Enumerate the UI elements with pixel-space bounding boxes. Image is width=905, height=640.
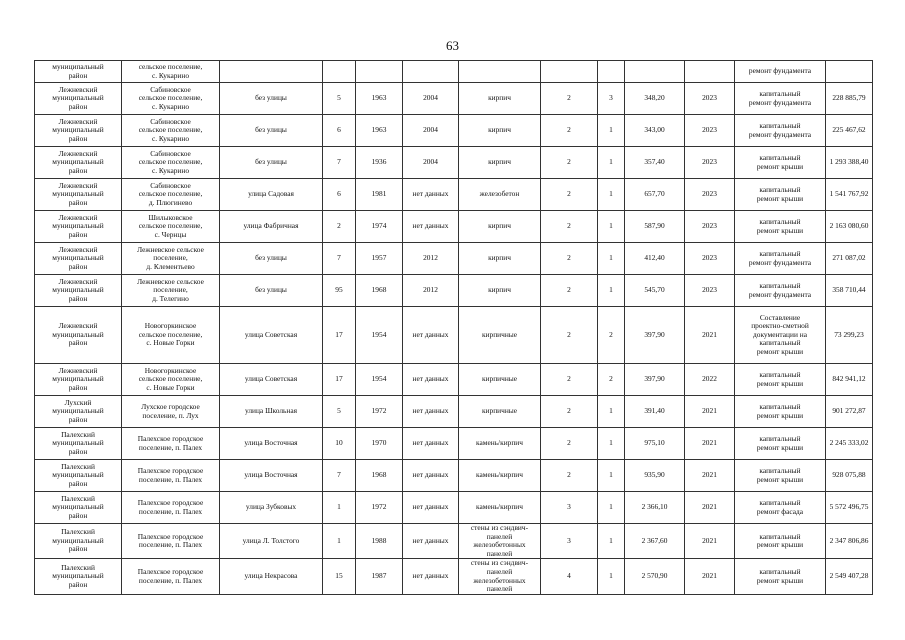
table-row [35,179,873,211]
cell-cost [826,61,873,83]
cell-district: Лежневский муниципальный район [35,275,122,307]
cell-num: 2 [323,211,356,243]
cell-floors: 3 [541,492,598,524]
cell-entrances: 1 [598,460,625,492]
cell-district: Палехский муниципальный район [35,524,122,559]
table-row [35,364,873,396]
cell-num: 95 [323,275,356,307]
cell-floors: 2 [541,83,598,115]
cell-num: 6 [323,179,356,211]
cell-work: ремонт фундамента [735,61,826,83]
cell-work: капитальный ремонт крыши [735,147,826,179]
cell-year-built: 1981 [356,179,403,211]
cell-entrances: 1 [598,275,625,307]
cell-year-repair: нет данных [403,179,459,211]
cell-district: Лежневский муниципальный район [35,83,122,115]
cell-district: Лежневский муниципальный район [35,147,122,179]
cell-material: стены из сэндвич- панелей железобетонных панелей [459,559,541,594]
cell-work: капитальный ремонт крыши [735,179,826,211]
table-row [35,428,873,460]
cell-district: Палехский муниципальный район [35,460,122,492]
cell-cost: 2 347 806,86 [826,524,873,559]
cell-area: 2 367,60 [625,524,685,559]
cell-area: 397,90 [625,307,685,364]
cell-work: капитальный ремонт фундамента [735,275,826,307]
cell-entrances: 3 [598,83,625,115]
cell-plan-year: 2021 [685,492,735,524]
page-number: 63 [446,38,459,53]
table-row [35,396,873,428]
table-row [35,524,873,559]
cell-num: 7 [323,460,356,492]
cell-year-repair: 2012 [403,275,459,307]
cell-street: улица Школьная [220,396,323,428]
cell-settlement: Палехское городское поселение, п. Палех [122,428,220,460]
cell-entrances [598,61,625,83]
cell-plan-year: 2021 [685,559,735,594]
cell-entrances: 1 [598,524,625,559]
cell-district: Лухский муниципальный район [35,396,122,428]
cell-num: 7 [323,243,356,275]
cell-floors: 2 [541,211,598,243]
cell-year-repair: нет данных [403,559,459,594]
cell-num: 1 [323,492,356,524]
cell-area: 391,40 [625,396,685,428]
cell-year-built: 1957 [356,243,403,275]
cell-year-built: 1954 [356,307,403,364]
cell-floors: 3 [541,524,598,559]
cell-street: улица Советская [220,307,323,364]
cell-street: улица Зубковых [220,492,323,524]
cell-entrances: 2 [598,307,625,364]
cell-settlement: Новогоркинское сельское поселение, с. Новые Горки [122,364,220,396]
cell-district: Лежневский муниципальный район [35,115,122,147]
cell-street: без улицы [220,115,323,147]
cell-year-repair: 2012 [403,243,459,275]
cell-plan-year: 2023 [685,243,735,275]
cell-street: улица Фабричная [220,211,323,243]
cell-work: капитальный ремонт крыши [735,524,826,559]
cell-cost: 928 075,88 [826,460,873,492]
cell-cost: 5 572 496,75 [826,492,873,524]
cell-floors: 2 [541,115,598,147]
cell-year-repair: нет данных [403,211,459,243]
cell-floors: 2 [541,243,598,275]
cell-entrances: 1 [598,559,625,594]
cell-cost: 1 293 388,40 [826,147,873,179]
cell-street: без улицы [220,147,323,179]
cell-district: Лежневский муниципальный район [35,211,122,243]
cell-year-built: 1963 [356,83,403,115]
cell-year-repair: 2004 [403,147,459,179]
cell-area: 657,70 [625,179,685,211]
cell-year-built: 1972 [356,396,403,428]
cell-cost: 2 163 080,60 [826,211,873,243]
cell-year-built: 1988 [356,524,403,559]
cell-area: 357,40 [625,147,685,179]
cell-material: камень/кирпич [459,428,541,460]
cell-work: капитальный ремонт фундамента [735,243,826,275]
cell-floors: 2 [541,396,598,428]
repair-program-table [34,60,873,595]
cell-floors [541,61,598,83]
cell-year-built: 1963 [356,115,403,147]
cell-plan-year: 2023 [685,179,735,211]
cell-area: 587,90 [625,211,685,243]
cell-district: Лежневский муниципальный район [35,307,122,364]
cell-year-repair: 2004 [403,115,459,147]
table-row [35,275,873,307]
cell-material: кирпич [459,115,541,147]
cell-num: 17 [323,307,356,364]
cell-year-built [356,61,403,83]
cell-year-repair: нет данных [403,460,459,492]
cell-material: железобетон [459,179,541,211]
cell-district: Палехский муниципальный район [35,428,122,460]
cell-settlement: Лухское городское поселение, п. Лух [122,396,220,428]
table-row [35,559,873,594]
cell-num: 6 [323,115,356,147]
cell-area: 2 570,90 [625,559,685,594]
cell-material: кирпичные [459,396,541,428]
cell-material: стены из сэндвич- панелей железобетонных панелей [459,524,541,559]
cell-work: Составление проектно-сметной документации на капитальный ремонт крыши [735,307,826,364]
cell-settlement: Лежневское сельское поселение, д. Телегино [122,275,220,307]
cell-settlement: Палехское городское поселение, п. Палех [122,492,220,524]
cell-work: капитальный ремонт крыши [735,559,826,594]
cell-settlement: Шилыковское сельское поселение, с. Чернцы [122,211,220,243]
cell-area: 975,10 [625,428,685,460]
cell-district: Лежневский муниципальный район [35,179,122,211]
cell-year-built: 1970 [356,428,403,460]
cell-num: 5 [323,83,356,115]
cell-settlement: Сабиновское сельское поселение, с. Кукарино [122,83,220,115]
cell-work: капитальный ремонт крыши [735,211,826,243]
cell-street: улица Восточная [220,460,323,492]
cell-material [459,61,541,83]
cell-work: капитальный ремонт крыши [735,460,826,492]
cell-year-repair [403,61,459,83]
cell-area: 2 366,10 [625,492,685,524]
cell-entrances: 1 [598,179,625,211]
cell-material: кирпич [459,147,541,179]
cell-year-repair: нет данных [403,428,459,460]
cell-street: без улицы [220,83,323,115]
cell-entrances: 1 [598,243,625,275]
cell-street [220,61,323,83]
cell-street: улица Л. Толстого [220,524,323,559]
cell-district: муниципальный район [35,61,122,83]
cell-cost: 842 941,12 [826,364,873,396]
cell-floors: 2 [541,179,598,211]
cell-year-built: 1968 [356,275,403,307]
cell-entrances: 1 [598,428,625,460]
cell-cost: 901 272,87 [826,396,873,428]
cell-work: капитальный ремонт крыши [735,396,826,428]
cell-plan-year: 2023 [685,115,735,147]
table-row [35,115,873,147]
cell-settlement: Палехское городское поселение, п. Палех [122,559,220,594]
cell-plan-year: 2021 [685,460,735,492]
cell-work: капитальный ремонт фундамента [735,115,826,147]
table-row [35,61,873,83]
cell-material: кирпичные [459,307,541,364]
cell-area: 935,90 [625,460,685,492]
cell-district: Лежневский муниципальный район [35,364,122,396]
cell-year-built: 1936 [356,147,403,179]
cell-plan-year: 2023 [685,211,735,243]
table-row [35,83,873,115]
cell-entrances: 1 [598,211,625,243]
cell-cost: 73 299,23 [826,307,873,364]
cell-cost: 271 087,02 [826,243,873,275]
cell-plan-year: 2023 [685,147,735,179]
cell-num: 17 [323,364,356,396]
cell-year-repair: нет данных [403,396,459,428]
cell-num: 10 [323,428,356,460]
cell-street: улица Советская [220,364,323,396]
cell-floors: 2 [541,147,598,179]
cell-material: кирпичные [459,364,541,396]
cell-entrances: 2 [598,364,625,396]
cell-plan-year: 2021 [685,524,735,559]
cell-material: кирпич [459,83,541,115]
cell-floors: 2 [541,275,598,307]
cell-floors: 2 [541,460,598,492]
cell-num: 7 [323,147,356,179]
cell-settlement: Новогоркинское сельское поселение, с. Новые Горки [122,307,220,364]
cell-settlement: сельское поселение, с. Кукарино [122,61,220,83]
cell-material: кирпич [459,243,541,275]
cell-settlement: Палехское городское поселение, п. Палех [122,524,220,559]
cell-entrances: 1 [598,147,625,179]
table-row [35,243,873,275]
cell-material: камень/кирпич [459,492,541,524]
cell-floors: 2 [541,364,598,396]
cell-plan-year: 2021 [685,396,735,428]
cell-year-built: 1974 [356,211,403,243]
cell-entrances: 1 [598,396,625,428]
cell-entrances: 1 [598,115,625,147]
cell-entrances: 1 [598,492,625,524]
table-row [35,492,873,524]
cell-num: 5 [323,396,356,428]
cell-num: 15 [323,559,356,594]
table-row [35,460,873,492]
cell-area: 412,40 [625,243,685,275]
cell-plan-year: 2021 [685,428,735,460]
cell-cost: 2 245 333,02 [826,428,873,460]
cell-floors: 4 [541,559,598,594]
cell-street: улица Восточная [220,428,323,460]
cell-floors: 2 [541,428,598,460]
cell-cost: 1 541 767,92 [826,179,873,211]
cell-settlement: Лежневское сельское поселение, д. Клементьево [122,243,220,275]
cell-cost: 2 549 407,28 [826,559,873,594]
cell-settlement: Сабиновское сельское поселение, с. Кукарино [122,147,220,179]
cell-year-built: 1987 [356,559,403,594]
cell-year-built: 1972 [356,492,403,524]
cell-num: 1 [323,524,356,559]
cell-area [625,61,685,83]
cell-material: кирпич [459,211,541,243]
cell-year-built: 1968 [356,460,403,492]
cell-area: 343,00 [625,115,685,147]
cell-plan-year: 2021 [685,307,735,364]
cell-year-repair: нет данных [403,524,459,559]
cell-plan-year: 2023 [685,83,735,115]
cell-street: улица Садовая [220,179,323,211]
cell-area: 397,90 [625,364,685,396]
cell-area: 545,70 [625,275,685,307]
cell-num [323,61,356,83]
cell-floors: 2 [541,307,598,364]
cell-cost: 228 885,79 [826,83,873,115]
cell-year-built: 1954 [356,364,403,396]
cell-street: без улицы [220,275,323,307]
table-row [35,211,873,243]
cell-area: 348,20 [625,83,685,115]
table-row [35,147,873,179]
cell-year-repair: нет данных [403,307,459,364]
cell-material: кирпич [459,275,541,307]
cell-work: капитальный ремонт фасада [735,492,826,524]
cell-plan-year [685,61,735,83]
cell-settlement: Сабиновское сельское поселение, с. Кукарино [122,115,220,147]
cell-year-repair: нет данных [403,492,459,524]
cell-work: капитальный ремонт крыши [735,428,826,460]
cell-year-repair: 2004 [403,83,459,115]
cell-district: Лежневский муниципальный район [35,243,122,275]
table-row [35,307,873,364]
cell-street: без улицы [220,243,323,275]
cell-street: улица Некрасова [220,559,323,594]
cell-settlement: Сабиновское сельское поселение, д. Плюгинево [122,179,220,211]
cell-plan-year: 2022 [685,364,735,396]
cell-work: капитальный ремонт крыши [735,364,826,396]
cell-cost: 225 467,62 [826,115,873,147]
cell-plan-year: 2023 [685,275,735,307]
cell-district: Палехский муниципальный район [35,559,122,594]
cell-work: капитальный ремонт фундамента [735,83,826,115]
cell-year-repair: нет данных [403,364,459,396]
cell-material: камень/кирпич [459,460,541,492]
cell-district: Палехский муниципальный район [35,492,122,524]
cell-cost: 358 710,44 [826,275,873,307]
cell-settlement: Палехское городское поселение, п. Палех [122,460,220,492]
